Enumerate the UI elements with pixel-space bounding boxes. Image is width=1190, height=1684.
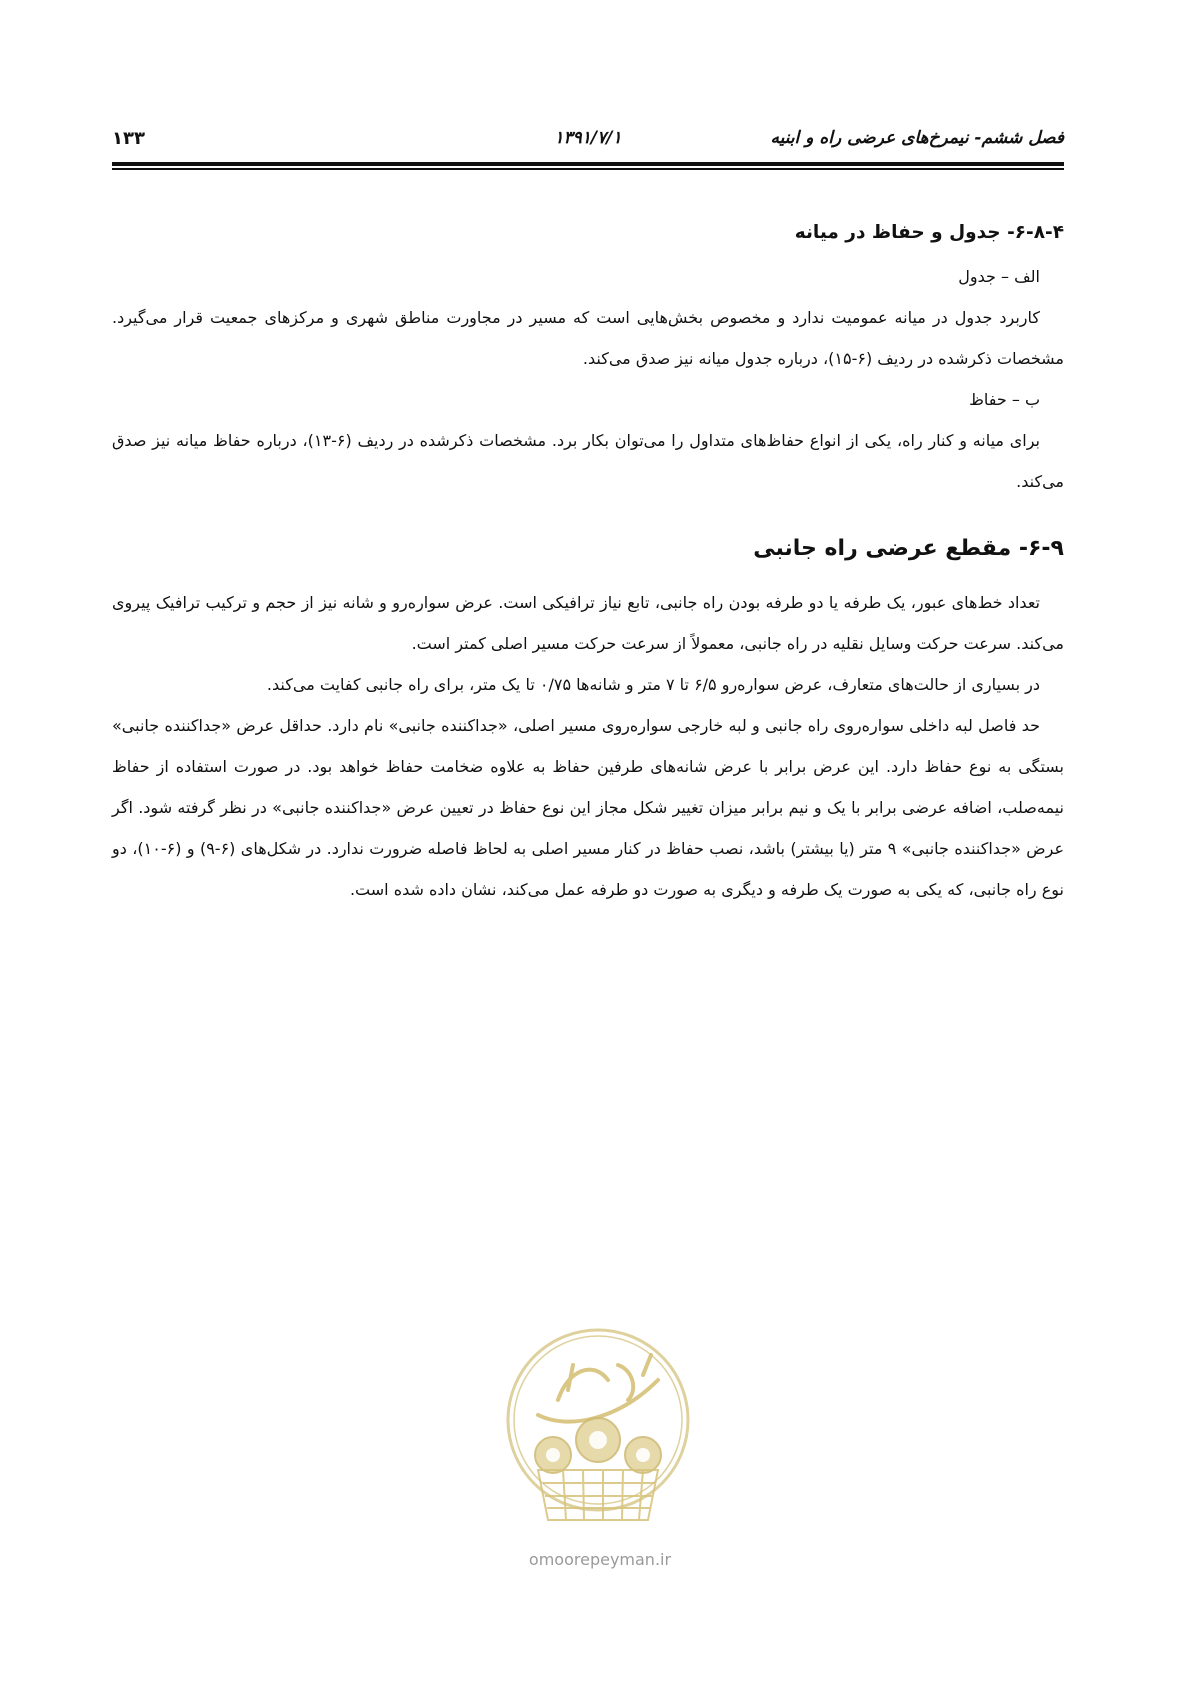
header-date: ۱۳۹۱/۷/۱: [554, 128, 622, 148]
paragraph-guardrail: برای میانه و کنار راه، یکی از انواع حفاظ‌های متداول را می‌توان بکار برد. مشخصات ذکرشده در ردیف (۶-۱۳)، درباره حفاظ میانه نیز صدق می‌کند.: [112, 431, 1064, 491]
page-content: [112, 218, 1064, 910]
header-rule-thin: [112, 168, 1064, 170]
paragraph-curb: کاربرد جدول در میانه عمومیت ندارد و مخصوص بخش‌هایی است که مسیر در مجاورت مناطق شهری و مرکزهای جمعیت قرار می‌گیرد. مشخصات ذکرشده در ردیف (۶-۱۵)، درباره جدول میانه نیز صدق می‌کند.: [112, 308, 1064, 368]
watermark-logo: [498, 1320, 698, 1570]
section-heading-frontage-road: ۶-۹- مقطع عرضی راه جانبی: [753, 536, 1064, 561]
page-number: ۱۳۳: [112, 128, 145, 149]
paragraph-lanes: تعداد خط‌های عبور، یک طرفه یا دو طرفه بودن راه جانبی، تابع نیاز ترافیکی است. عرض سواره‌رو و شانه نیز از حجم و ترکیب ترافیک پیروی می‌کند. سرعت حرکت وسایل نقلیه در راه جانبی، معمولاً از سرعت حرکت مسیر اصلی کمتر است.: [112, 593, 1064, 653]
header-rule-thick: [112, 162, 1064, 166]
section-heading-median: ۶-۸-۴- جدول و حفاظ در میانه: [794, 222, 1064, 243]
watermark-url: omoorepeyman.ir: [528, 1550, 672, 1569]
subheading-guardrail: ب – حفاظ: [969, 390, 1040, 409]
chapter-title: فصل ششم- نیمرخ‌های عرضی راه و ابنیه: [770, 128, 1064, 148]
paragraph-separator: حد فاصل لبه داخلی سواره‌روی راه جانبی و لبه خارجی سواره‌روی مسیر اصلی، «جداکننده جانبی» نام دارد. حداقل عرض «جداکننده جانبی» بستگی به نوع حفاظ دارد. این عرض برابر با عرض شانه‌های طرفین حفاظ به علاوه ضخامت حفاظ خواهد بود. در صورت استفاده از حفاظ نیمه‌صلب، اضافه عرضی برابر با یک و نیم برابر میزان تغییر شکل مجاز این نوع حفاظ در تعیین عرض «جداکننده جانبی» در نظر گرفته شود. اگر عرض «جداکننده جانبی» ۹ متر (یا بیشتر) باشد، نصب حفاظ در کنار مسیر اصلی به لحاظ فاصله ضرورت ندارد. در شکل‌های (۶-۹) و (۶-۱۰)، دو نوع راه جانبی، که یکی به صورت یک طرفه و دیگری به صورت دو طرفه عمل می‌کند، نشان داده شده است.: [112, 716, 1065, 899]
paragraph-widths: در بسیاری از حالت‌های متعارف، عرض سواره‌رو ۶/۵ تا ۷ متر و شانه‌ها ۰/۷۵ تا یک متر، برای راه جانبی کفایت می‌کند.: [266, 675, 1040, 694]
subheading-curb: الف – جدول: [958, 267, 1040, 286]
page-header: [112, 128, 1064, 158]
watermark-logo-icon: [498, 1320, 698, 1560]
